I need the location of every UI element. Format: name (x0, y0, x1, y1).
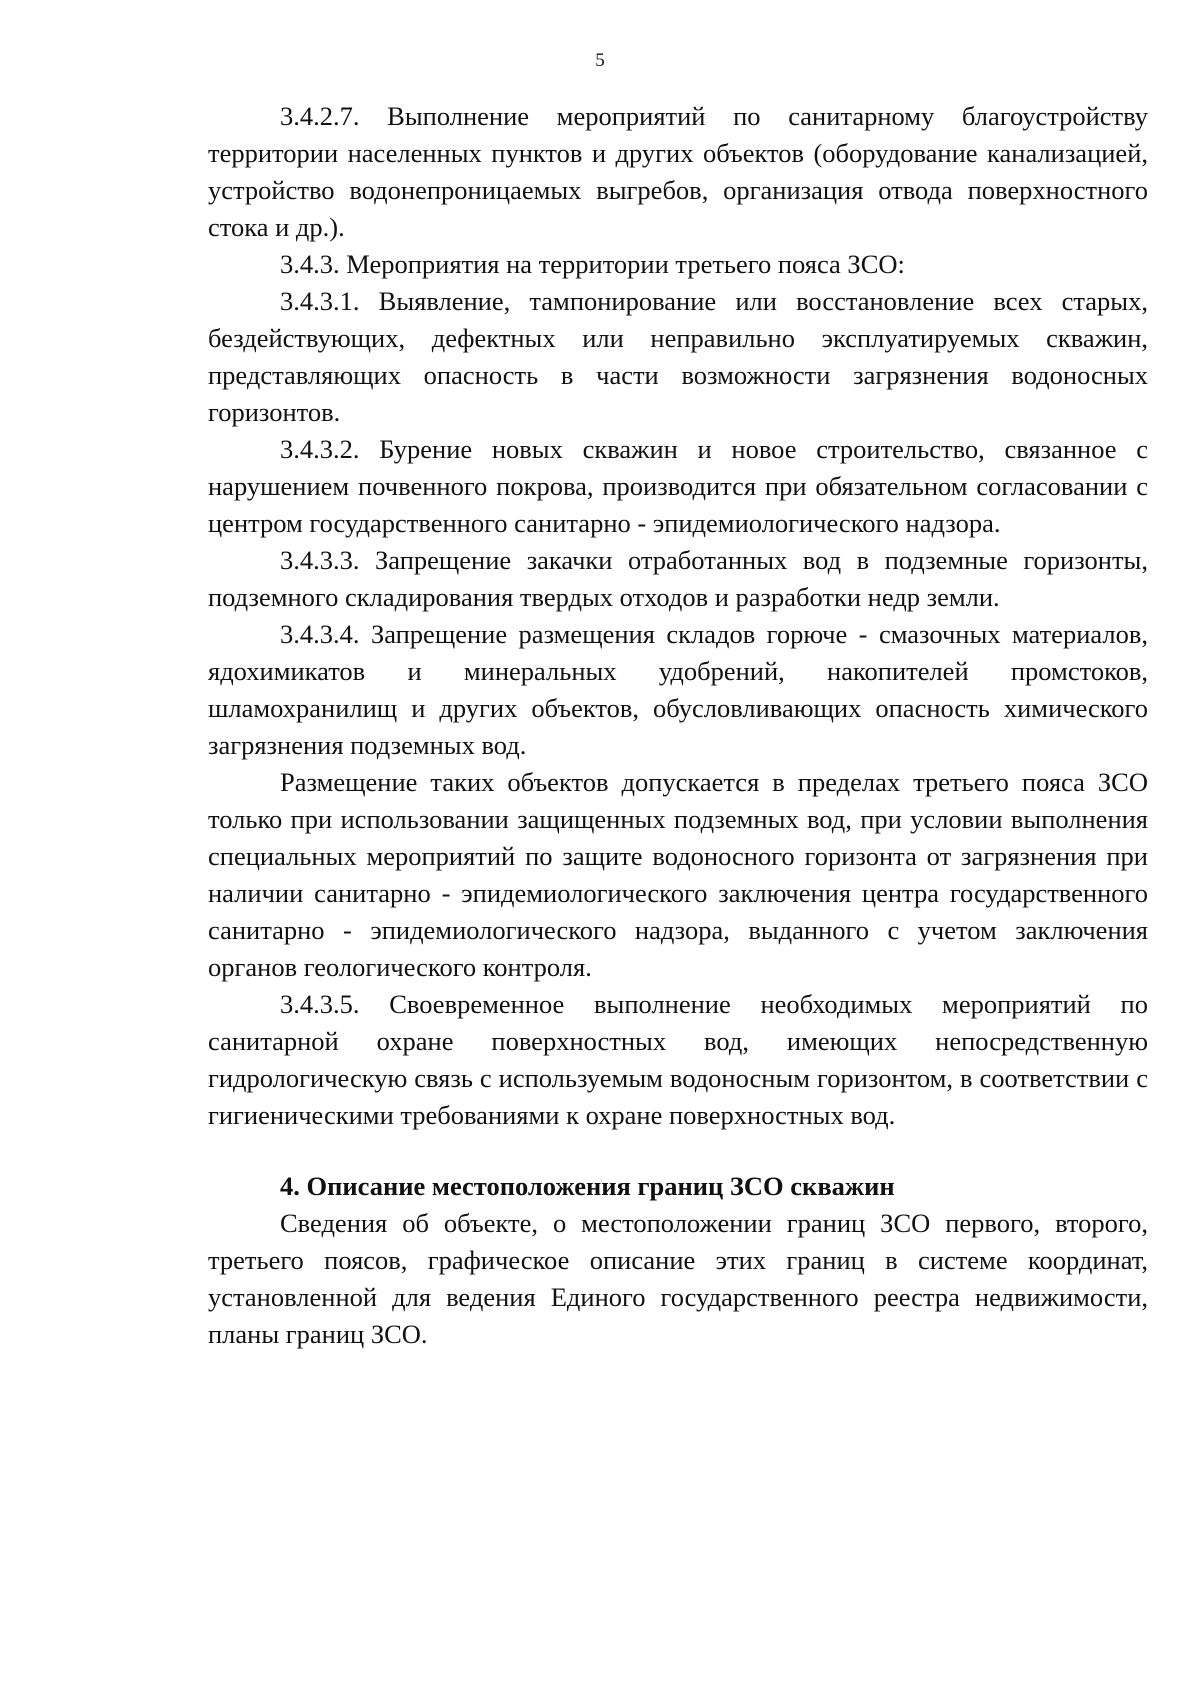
paragraph-3-4-2-7: 3.4.2.7. Выполнение мероприятий по санитарному благоустройству территории населенных пунктов и других объектов (оборудование канализацией, устройство водонепроницаемых выгребов, организация отвода поверхностного стока и др.). (208, 101, 1148, 242)
paragraph-3-4-3-4: 3.4.3.4. Запрещение размещения складов горюче - смазочных материалов, ядохимикатов и минеральных удобрений, накопителей промстоков, шламохранилищ и других объектов, обусловливающих опасность химического загрязнения подземных вод. (208, 619, 1148, 760)
paragraph-3-4-3-1: 3.4.3.1. Выявление, тампонирование или восстановление всех старых, бездействующих, дефектных или неправильно эксплуатируемых скважин, представляющих опасность в части возможности загрязнения водоносных горизонтов. (208, 286, 1148, 427)
document-body (208, 98, 1148, 1353)
section-4-text: Сведения об объекте, о местоположении границ ЗСО первого, второго, третьего поясов, графическое описание этих границ в системе координат, установленной для ведения Единого государственного реестра недвижимости, планы границ ЗСО. (208, 1208, 1148, 1349)
paragraph-placement-conditions: Размещение таких объектов допускается в пределах третьего пояса ЗСО только при использовании защищенных подземных вод, при условии выполнения специальных мероприятий по защите водоносного горизонта от загрязнения при наличии санитарно - эпидемиологического заключения центра государственного санитарно - эпидемиологического надзора, выданного с учетом заключения органов геологического контроля. (208, 767, 1148, 982)
paragraph-3-4-3-2: 3.4.3.2. Бурение новых скважин и новое строительство, связанное с нарушением почвенного покрова, производится при обязательном согласовании с центром государственного санитарно - эпидемиологического надзора. (208, 434, 1148, 538)
page-number: 5 (595, 50, 605, 71)
paragraph-3-4-3-3: 3.4.3.3. Запрещение закачки отработанных вод в подземные горизонты, подземного складирования твердых отходов и разработки недр земли. (208, 545, 1148, 612)
paragraph-3-4-3: 3.4.3. Мероприятия на территории третьего пояса ЗСО: (280, 249, 905, 279)
section-4-heading: 4. Описание местоположения границ ЗСО скважин (280, 1171, 895, 1201)
paragraph-3-4-3-5: 3.4.3.5. Своевременное выполнение необходимых мероприятий по санитарной охране поверхностных вод, имеющих непосредственную гидрологическую связь с используемым водоносным горизонтом, в соответствии с гигиеническими требованиями к охране поверхностных вод. (208, 989, 1148, 1130)
